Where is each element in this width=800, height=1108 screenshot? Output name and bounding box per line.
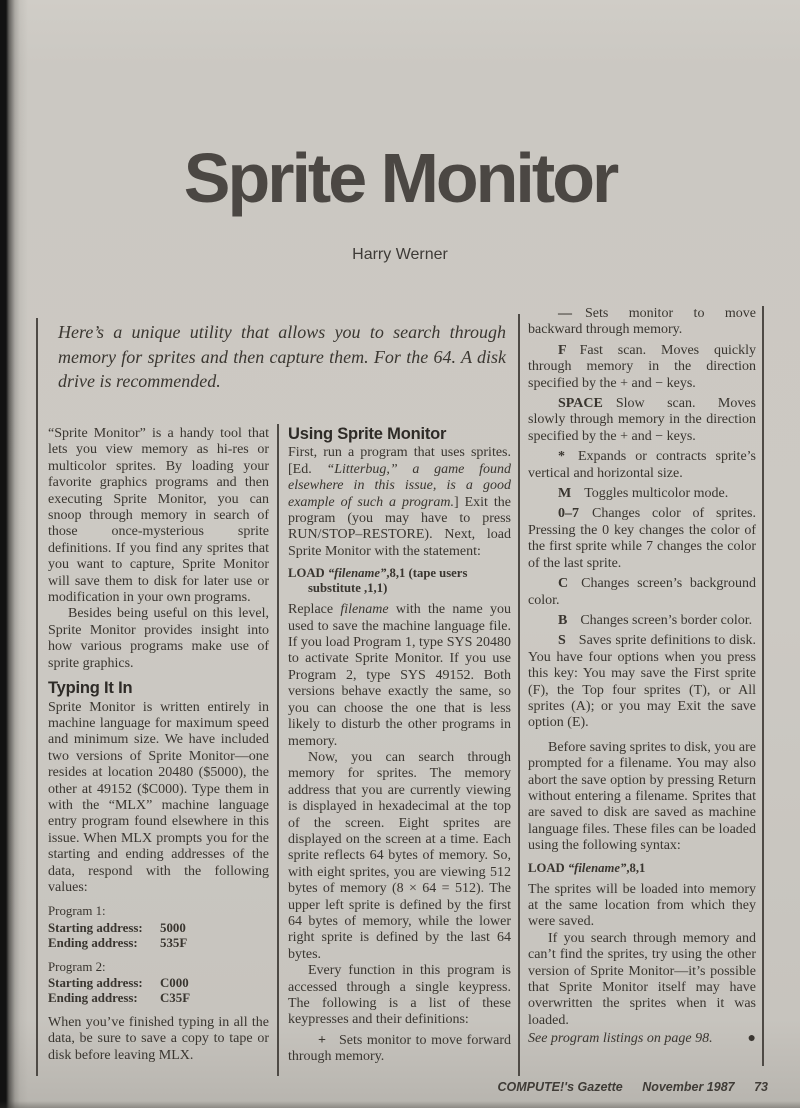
text-segment: “Sprite Monitor” is a handy tool that lets you view memory as hi-res or multicolor sprites. By loading your favorite graphics programs and then executing Sprite Monitor, you can snoop through memory in search of those once-mysterious sprite definitions. If you find any sprites that you want to capture, Sprite Monitor will save them to disk for later use or modification in your own programs. [48,426,269,606]
text-segment: Before saving sprites to disk, you are prompted for a filename. You may also abort the save option by pressing Return without entering a filename. Sprites that are saved to disk are saved as machine language files. These files can be loaded using the following syntax: [528,739,757,854]
address-row [48,936,269,951]
text-segment: If you search through memory and can’t find the sprites, try using the other version of Sprite Monitor—it’s possible that Sprite Monitor itself may have overwritten the sprites when it was loaded. [528,930,756,1028]
column-3 [528,306,756,1048]
program-label: Program 2: [48,959,106,974]
paragraph [288,602,511,750]
text-segment: Besides being useful on this level, Sprite Monitor provides insight into how various programs make use of sprite graphics. [48,606,269,671]
text-segment: Every function in this program is accessed through a single keypress. The following is a list of these keypresses and their definitions: [288,963,511,1028]
section-heading: Typing It In [48,679,133,698]
article-summary [58,320,506,394]
program-label: Program 1: [48,904,106,919]
text-segment: Changes screen’s border color. [580,612,753,628]
text-segment: “filename” [327,566,387,581]
code-line [528,861,756,876]
keycap: + [318,1032,326,1048]
text-segment: Expands or contracts sprite’s vertical and horizontal size. [528,449,756,481]
text-segment: filename [340,602,389,618]
keycap: 0–7 [558,506,579,522]
text-segment: Slow scan. Moves slowly through memory in the direction specified by the + and − keys. [528,396,756,444]
text-segment: “filename” [567,860,627,875]
text-segment: ,8,1 [626,860,646,875]
page-scan-bottom-edge [0,1101,800,1108]
text-segment: LOAD [528,860,568,875]
keycap: — [558,306,572,321]
section-heading: Using Sprite Monitor [288,425,447,443]
keypress-definition [288,1033,511,1066]
rule-right-margin [762,306,764,1066]
text-segment: Replace [288,602,341,618]
text-segment: Toggles multicolor mode. [584,486,729,502]
column-1 [48,426,269,1064]
paragraph [528,931,756,1029]
keycap: M [558,486,572,502]
article-summary-text: Here’s a unique utility that allows you to search through memory for sprites and then capture them. For the 64. A disk drive is recommended. [58,322,506,391]
keycap: C [558,576,569,592]
text-segment: “Litterbug,” a game found elsewhere in this issue, is a good example of such a program. [288,461,511,510]
text-segment: When you’ve finished typing in all the data, be sure to save a copy to tape or disk before leaving MLX. [48,1014,269,1063]
mlx-address-block [48,904,269,951]
column-2 [288,426,511,1066]
text-segment: Sets monitor to move forward through memory. [288,1032,511,1065]
keypress-definition [528,633,756,731]
keycap: SPACE [558,396,603,412]
address-value: C35F [160,991,191,1006]
keycap: S [558,633,566,649]
keypress-definition [528,506,756,572]
paragraph [288,963,511,1029]
column-divider-1 [277,424,279,1076]
article-byline: Harry Werner [352,246,448,263]
paragraph [48,606,269,672]
address-value: 535F [160,936,188,951]
paragraph [528,1031,756,1047]
text-segment: with the name you used to save the machine language file. If you load Program 1, type SYS 20480 to activate Sprite Monitor. If you use Program 2, type SYS 49152. Both versions behave exactly the same, so you can choose the one that is less likely to disturb the other programs in memory. [288,602,511,749]
paragraph [528,740,756,855]
code-line [288,566,511,596]
address-value: C000 [160,976,189,990]
text-segment: Now, you can search through memory for sprites. The memory address that you are currently viewing is displayed in hexadecimal at the top of the screen. Eight sprites are displayed on the screen at a time. Each sprite reflects 64 bytes of memory. So, with eight sprites, you are viewing 512 bytes of memory (8 × 64 = 512). The upper left sprite is defined by the first 64 bytes of memory, while the lower right sprite is defined by the last 64 bytes. [288,749,511,962]
address-label: Starting address: [48,920,143,935]
keypress-definition [528,486,756,502]
footer-issue-date: November 1987 [642,1080,735,1094]
keypress-definition [528,343,756,392]
paragraph [528,882,756,931]
address-row [48,976,269,991]
text-segment: Sets monitor to move backward through memory. [528,306,756,338]
footer-magazine-name: COMPUTE!'s Gazette [497,1080,623,1094]
text-segment: Saves sprite definitions to disk. You have four options when you press this key: You may save the First sprite (F), the Top four sprites (T), or All sprites (A); or you may Exit the save option (E). [528,633,756,731]
mlx-address-block [48,960,269,1007]
paragraph [48,700,269,897]
page-footer [481,1080,768,1094]
article-title: Sprite Monitor [183,139,617,217]
paragraph [48,1015,269,1064]
keypress-definition [528,306,756,339]
keycap: B [558,612,568,628]
text-segment: Changes screen’s background color. [528,576,756,608]
keypress-definition [528,396,756,445]
text-segment: The sprites will be loaded into memory at the same location from which they were saved. [528,881,756,930]
end-of-article-marker: ● [747,1031,756,1047]
text-segment: First, run a program that uses sprites. [Ed. [288,445,511,477]
address-label: Starting address: [48,976,143,990]
keypress-definition [528,613,756,629]
text-segment: Changes color of sprites. Pressing the 0 key changes the color of the first sprite while 7 changes the color of the last sprite. [528,506,756,571]
text-segment: (tape users substitute ,1,1) [308,566,468,596]
paragraph [288,750,511,963]
keypress-definition [528,449,756,482]
text-segment: ] Exit the program (you may have to press RUN/STOP–RESTORE). Next, load Sprite Monitor with the statement: [288,494,511,559]
text-segment: LOAD [288,566,328,581]
text-segment: ,8,1 [386,566,409,581]
text-segment: See program listings on page 98. [528,1031,713,1047]
footer-page-number: 73 [754,1080,768,1094]
keypress-definition [528,576,756,609]
address-row [48,991,269,1006]
paragraph [48,426,269,606]
paragraph [288,445,511,560]
keycap: F [558,342,567,358]
address-row [48,921,269,936]
column-divider-2 [518,314,520,1076]
text-segment: Sprite Monitor is written entirely in machine language for maximum speed and minimum size. We have included two versions of Sprite Monitor—one resides at location 20480 ($5000), the other at 49152 ($C000). Type them in with the “MLX” machine language entry program found elsewhere in this issue. When MLX prompts you for the starting and ending addresses of the data, respond with the following values: [48,699,269,895]
rule-left-margin [36,318,38,1076]
address-value: 5000 [160,920,186,935]
keycap: * [558,449,565,465]
text-segment: Fast scan. Moves quickly through memory in the direction specified by the + and − keys. [528,342,756,391]
address-label: Ending address: [48,936,138,951]
address-label: Ending address: [48,991,138,1006]
